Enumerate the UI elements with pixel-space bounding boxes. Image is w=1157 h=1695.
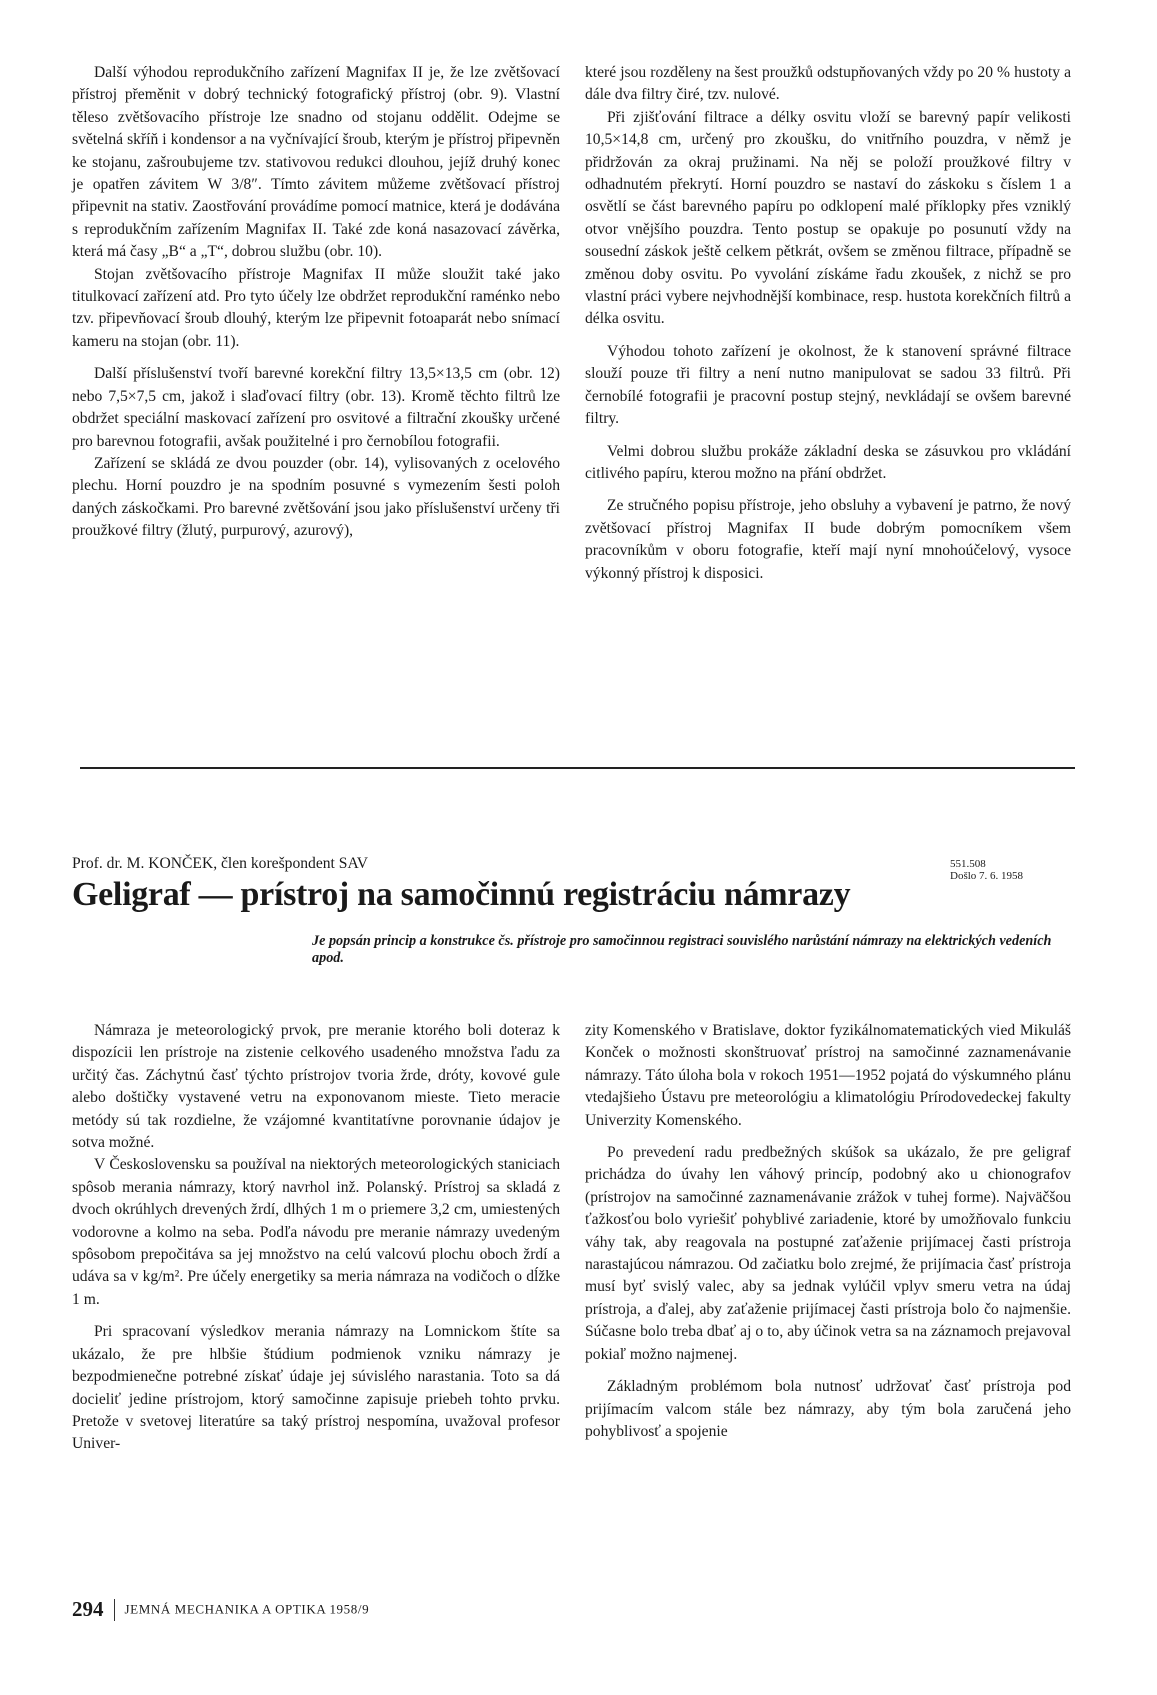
udc-code: 551.508 bbox=[950, 858, 986, 870]
footer-separator bbox=[114, 1599, 115, 1621]
article2-right-column bbox=[585, 1020, 1071, 1443]
paragraph: Velmi dobrou službu prokáže základní deska se zásuvkou pro vkládání citlivého papíru, kterou možno na přání obdržet. bbox=[585, 442, 1071, 482]
paragraph: Stojan zvětšovacího přístroje Magnifax II může sloužit také jako titulkovací zařízení atd. Pro tyto účely lze obdržet reprodukční raménko nebo tzv. připevňovací šroub dlouhý, kterým lze připevnit fotoaparát nebo snímací kameru na stojan (obr. 11). bbox=[72, 265, 560, 350]
paragraph: V Československu sa používal na niektorých meteorologických staniciach spôsob merania námrazy, ktorý navrhol inž. Polanský. Prístroj sa skladá z dvoch okrúhlych drevených žrdí, dlhých 1 m o priemere 3,2 cm, umiestených vodorovne a kolmo na seba. Podľa návodu pre meranie námrazy uvedeným spôsobom prepočitáva sa jej množstvo na celú valcovú plochu oboch žrdí a udáva sa v kg/m². Pre účely energetiky sa meria námraza na vodičoch o dĺžke 1 m. bbox=[72, 1156, 560, 1308]
article1-left-column bbox=[72, 62, 560, 543]
paragraph: Další výhodou reprodukčního zařízení Magnifax II je, že lze zvětšovací přístroj přeměnit v dobrý technický fotografický přístroj (obr. 9). Vlastní těleso zvětšovacího přístroje lze snadno od stojanu oddělit. Odejme se světelná skříň i kondensor a na vyčnívající šroub, kterým je přístroj připevněn ke stojanu, zašroubujeme tzv. stativovou redukci dlouhou, jejíž druhý konec je opatřen závitem W 3/8″. Tímto závitem můžeme zvětšovací přístroj připevnit na stativ. Zaostřování provádíme pomocí matnice, která je dodávána s reprodukčním zařízením Magnifax II. Také zde koná nasazovací závěrka, která má časy „B“ a „T“, dobrou službu (obr. 10). bbox=[72, 64, 560, 261]
paragraph: Námraza je meteorologický prvok, pre meranie ktorého boli doteraz k dispozícii len prístroje na zistenie celkového usadeného množstva ľadu za určitý čas. Záchytnú časť týchto prístrojov tvoria žrde, dróty, kovové gule alebo doštičky vystavené vetru na exponovanom mieste. Tieto meracie metódy sú tak rozdielne, že vzájomné kvantitatívne porovnanie údajov je sotva možné. bbox=[72, 1022, 560, 1152]
page-footer bbox=[72, 1597, 369, 1622]
paragraph: Při zjišťování filtrace a délky osvitu vloží se barevný papír velikosti 10,5×14,8 cm, určený pro zkoušku, do vnitřního pouzdra, v němž je přidržován za okraj pružinami. Na něj se položí proužkové filtry v odhadnutém překrytí. Horní pouzdro se nastaví do záskoku s číslem 1 a osvětlí se část barevného papíru po odklopení malé příklopky přes vzniklý otvor vnějšího pouzdra. Tento postup se opakuje po posunutí vždy na sousední záskok ještě celkem pětkrát, ovšem se změnou filtrace, případně se změnou doby osvitu. Po vyvolání získáme řadu zkoušek, z nichž se pro vlastní práci vybere nejvhodnější kombinace, resp. hustota korekčních filtrů a délka osvitu. bbox=[585, 108, 1071, 328]
article-abstract: Je popsán princip a konstrukce čs. přístroje pro samočinnou registraci souvislého narůstání námrazy na elektrických vedeních apod. bbox=[312, 933, 1052, 966]
paragraph: Výhodou tohoto zařízení je okolnost, že k stanovení správné filtrace slouží pouze tři filtry a není nutno manipulovat se sadou 33 filtrů. Při černobílé fotografii je pracovní postup stejný, nevkládají se ovšem barevné filtry. bbox=[585, 342, 1071, 428]
article-meta bbox=[950, 858, 1023, 882]
page-number: 294 bbox=[72, 1597, 104, 1621]
author-byline: Prof. dr. M. KONČEK, člen korešpondent SAV bbox=[72, 855, 368, 872]
received-date: Došlo 7. 6. 1958 bbox=[950, 870, 1024, 882]
paragraph: které jsou rozděleny na šest proužků odstupňovaných vždy po 20 % hustoty a dále dva filtry čiré, tzv. nulové. bbox=[585, 64, 1071, 104]
article1-right-column bbox=[585, 62, 1071, 585]
paragraph: Ze stručného popisu přístroje, jeho obsluhy a vybavení je patrno, že nový zvětšovací přístroj Magnifax II bude dobrým pomocníkem všem pracovníkům v oboru fotografie, kteří mají nyní mnohoúčelový, vysoce výkonný přístroj k disposici. bbox=[585, 497, 1071, 582]
paragraph: zity Komenského v Bratislave, doktor fyzikálnomatematických vied Mikuláš Konček o možnosti skonštruovať prístroj na samočinné zaznamenávanie námrazy. Táto úloha bola v rokoch 1951—1952 pojatá do výskumného plánu vtedajšieho Ústavu pre meteorológiu a klimatológiu Prírodovedeckej fakulty Univerzity Komenského. bbox=[585, 1022, 1071, 1129]
paragraph: Další příslušenství tvoří barevné korekční filtry 13,5×13,5 cm (obr. 12) nebo 7,5×7,5 cm, jakož i slaďovací filtry (obr. 13). Kromě těchto filtrů lze obdržet speciální maskovací zařízení pro osvitové a filtrační zkoušky určené pro barevnou fotografii, avšak použitelné i pro černobílou fotografii. bbox=[72, 365, 560, 450]
paragraph: Základným problémom bola nutnosť udržovať časť prístroja pod prijímacím valcom stále bez námrazy, aby tým bola zaručená jeho pohyblivosť a spojenie bbox=[585, 1378, 1071, 1440]
section-divider bbox=[80, 767, 1075, 769]
article2-left-column bbox=[72, 1020, 560, 1456]
paragraph: Zařízení se skládá ze dvou pouzder (obr. 14), vylisovaných z ocelového plechu. Horní pouzdro je na spodním posuvné s vymezením šesti poloh daných záskočkami. Pro barevné zvětšování jsou jako příslušenství určeny tři proužkové filtry (žlutý, purpurový, azurový), bbox=[72, 454, 560, 540]
article-title: Geligraf — prístroj na samočinnú registráciu námrazy bbox=[72, 876, 851, 913]
paragraph: Po prevedení radu predbežných skúšok sa ukázalo, že pre geligraf prichádza do úvahy len váhový princíp, podobný ako u chionografov (prístrojov na samočinné zaznamenávanie zrážok v tuhej forme). Najväčšou ťažkosťou bolo vyriešiť pohyblivé zariadenie, ktoré by umožňovalo funkciu váhy tak, aby reagovala na postupné zaťaženie prijímacej časti prístroja narastajúcou námrazou. Od začiatku bolo zrejmé, že prijímacia časť prístroja musí byť svislý valec, aby sa jednak vylúčil vplyv smeru vetra na údaj prístroja, a ďalej, aby zaťaženie prijímacej časti prístroja bolo čo najmenšie. Súčasne bolo treba dbať aj o to, aby účinok vetra sa na záznamoch prejavoval pokiaľ možno najmenej. bbox=[585, 1144, 1071, 1363]
journal-name: JEMNÁ MECHANIKA A OPTIKA 1958/9 bbox=[124, 1601, 370, 1617]
paragraph: Pri spracovaní výsledkov merania námrazy na Lomnickom štíte sa ukázalo, že pre hlbšie štúdium podmienok vzniku námrazy je bezpodmienečne potrebné získať údaje jej súvislého narastania. Toto sa dá docieliť jedine prístrojom, ktorý samočinne zapisuje priebeh tohto prvku. Pretože v svetovej literatúre sa taký prístroj nespomína, uvažoval profesor Univer- bbox=[72, 1323, 560, 1453]
